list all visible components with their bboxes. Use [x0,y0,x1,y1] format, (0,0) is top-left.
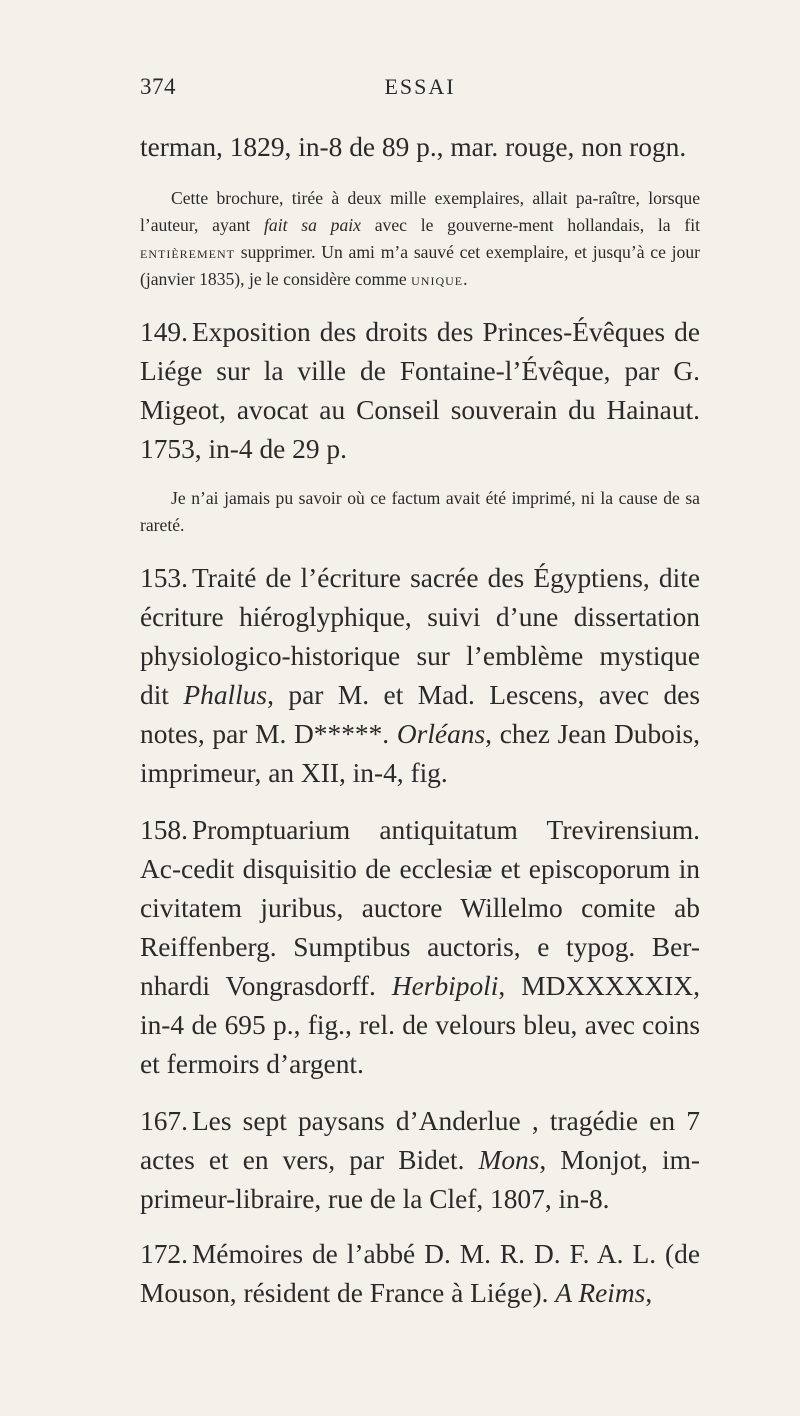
entry-text: , chez Jean Dubois, imprimeur, an XII, in-4, fig. [140,719,700,788]
entry-153 [140,559,700,793]
entry-continued [140,128,700,167]
page-number: 374 [140,74,176,99]
entry-158 [140,811,700,1084]
entry-italic: Orléans [396,719,486,749]
entry-text: , Monjot, im-primeur-libraire, rue de la Clef, 1807, in-8. [140,1145,700,1214]
entry-italic: A Reims [555,1278,646,1308]
entry-text: , MDXXXXXIX, in-4 de 695 p., fig., rel. de velours bleu, avec coins et fermoirs d’argent. [140,971,701,1079]
entry-text: terman, 1829, in-8 de 89 p., mar. rouge, non rogn. [140,132,687,162]
page-body [140,128,700,1313]
note-text: Cette brochure, tirée à deux mille exemplaires, allait pa-raître, lorsque l’auteur, ayant [140,188,700,235]
note-smallcaps: entièrement [140,242,235,262]
note-text: supprimer. Un ami m’a sauvé cet exemplaire, et jusqu’à ce jour (janvier 1835), je le considère comme [140,242,700,289]
note-italic: fait sa paix [264,215,361,235]
note-text: avec le gouverne-ment hollandais, la fit [360,215,700,235]
entry-text: Mémoires de l’abbé D. M. R. D. F. A. L. (de Mouson, résident de France à Liége). [140,1239,700,1308]
entry-text: Les sept paysans d’Anderlue , tragédie en 7 actes et en vers, par Bidet. [140,1106,700,1175]
entry-number: 153. [140,563,188,593]
entry-text: Exposition des droits des Princes-Évêques de Liége sur la ville de Fontaine-l’Évêque, par G. Migeot, avocat au Conseil souverain du Hainaut. 1753, in-4 de 29 p. [140,317,700,464]
entry-text: Promptuarium antiquitatum Trevirensium. Ac-cedit disquisitio de ecclesiæ et episcoporum in civitatem juribus, auctore Willelmo comite ab Reiffenberg. Sumptibus auctoris, e typog. Ber-nhardi Vongrasdorff. [140,815,700,1001]
note [140,485,700,539]
entry-italic: Mons [478,1145,540,1175]
note [140,185,700,293]
entry-text: , [645,1278,653,1308]
entry-167 [140,1102,700,1219]
entry-number: 172. [140,1239,188,1269]
entry-number: 167. [140,1106,188,1136]
entry-text: , par M. et Mad. Lescens, avec des notes, par M. D*****. [140,680,700,749]
entry-italic: Phallus [183,680,268,710]
note-smallcaps: unique [411,269,464,289]
note-text: Je n’ai jamais pu savoir où ce factum avait été imprimé, ni la cause de sa rareté. [140,488,700,535]
note-text: . [463,269,468,289]
entry-number: 149. [140,317,188,347]
entry-text: Traité de l’écriture sacrée des Égyptiens, dite écriture hiéroglyphique, suivi d’une dissertation physiologico-historique sur l’emblème mystique dit [140,563,700,710]
entry-172 [140,1235,700,1313]
entry-number: 158. [140,815,188,845]
page-header [140,74,700,108]
entry-italic: Herbipoli [391,971,499,1001]
running-head: ESSAI [384,74,456,99]
entry-149 [140,313,700,469]
